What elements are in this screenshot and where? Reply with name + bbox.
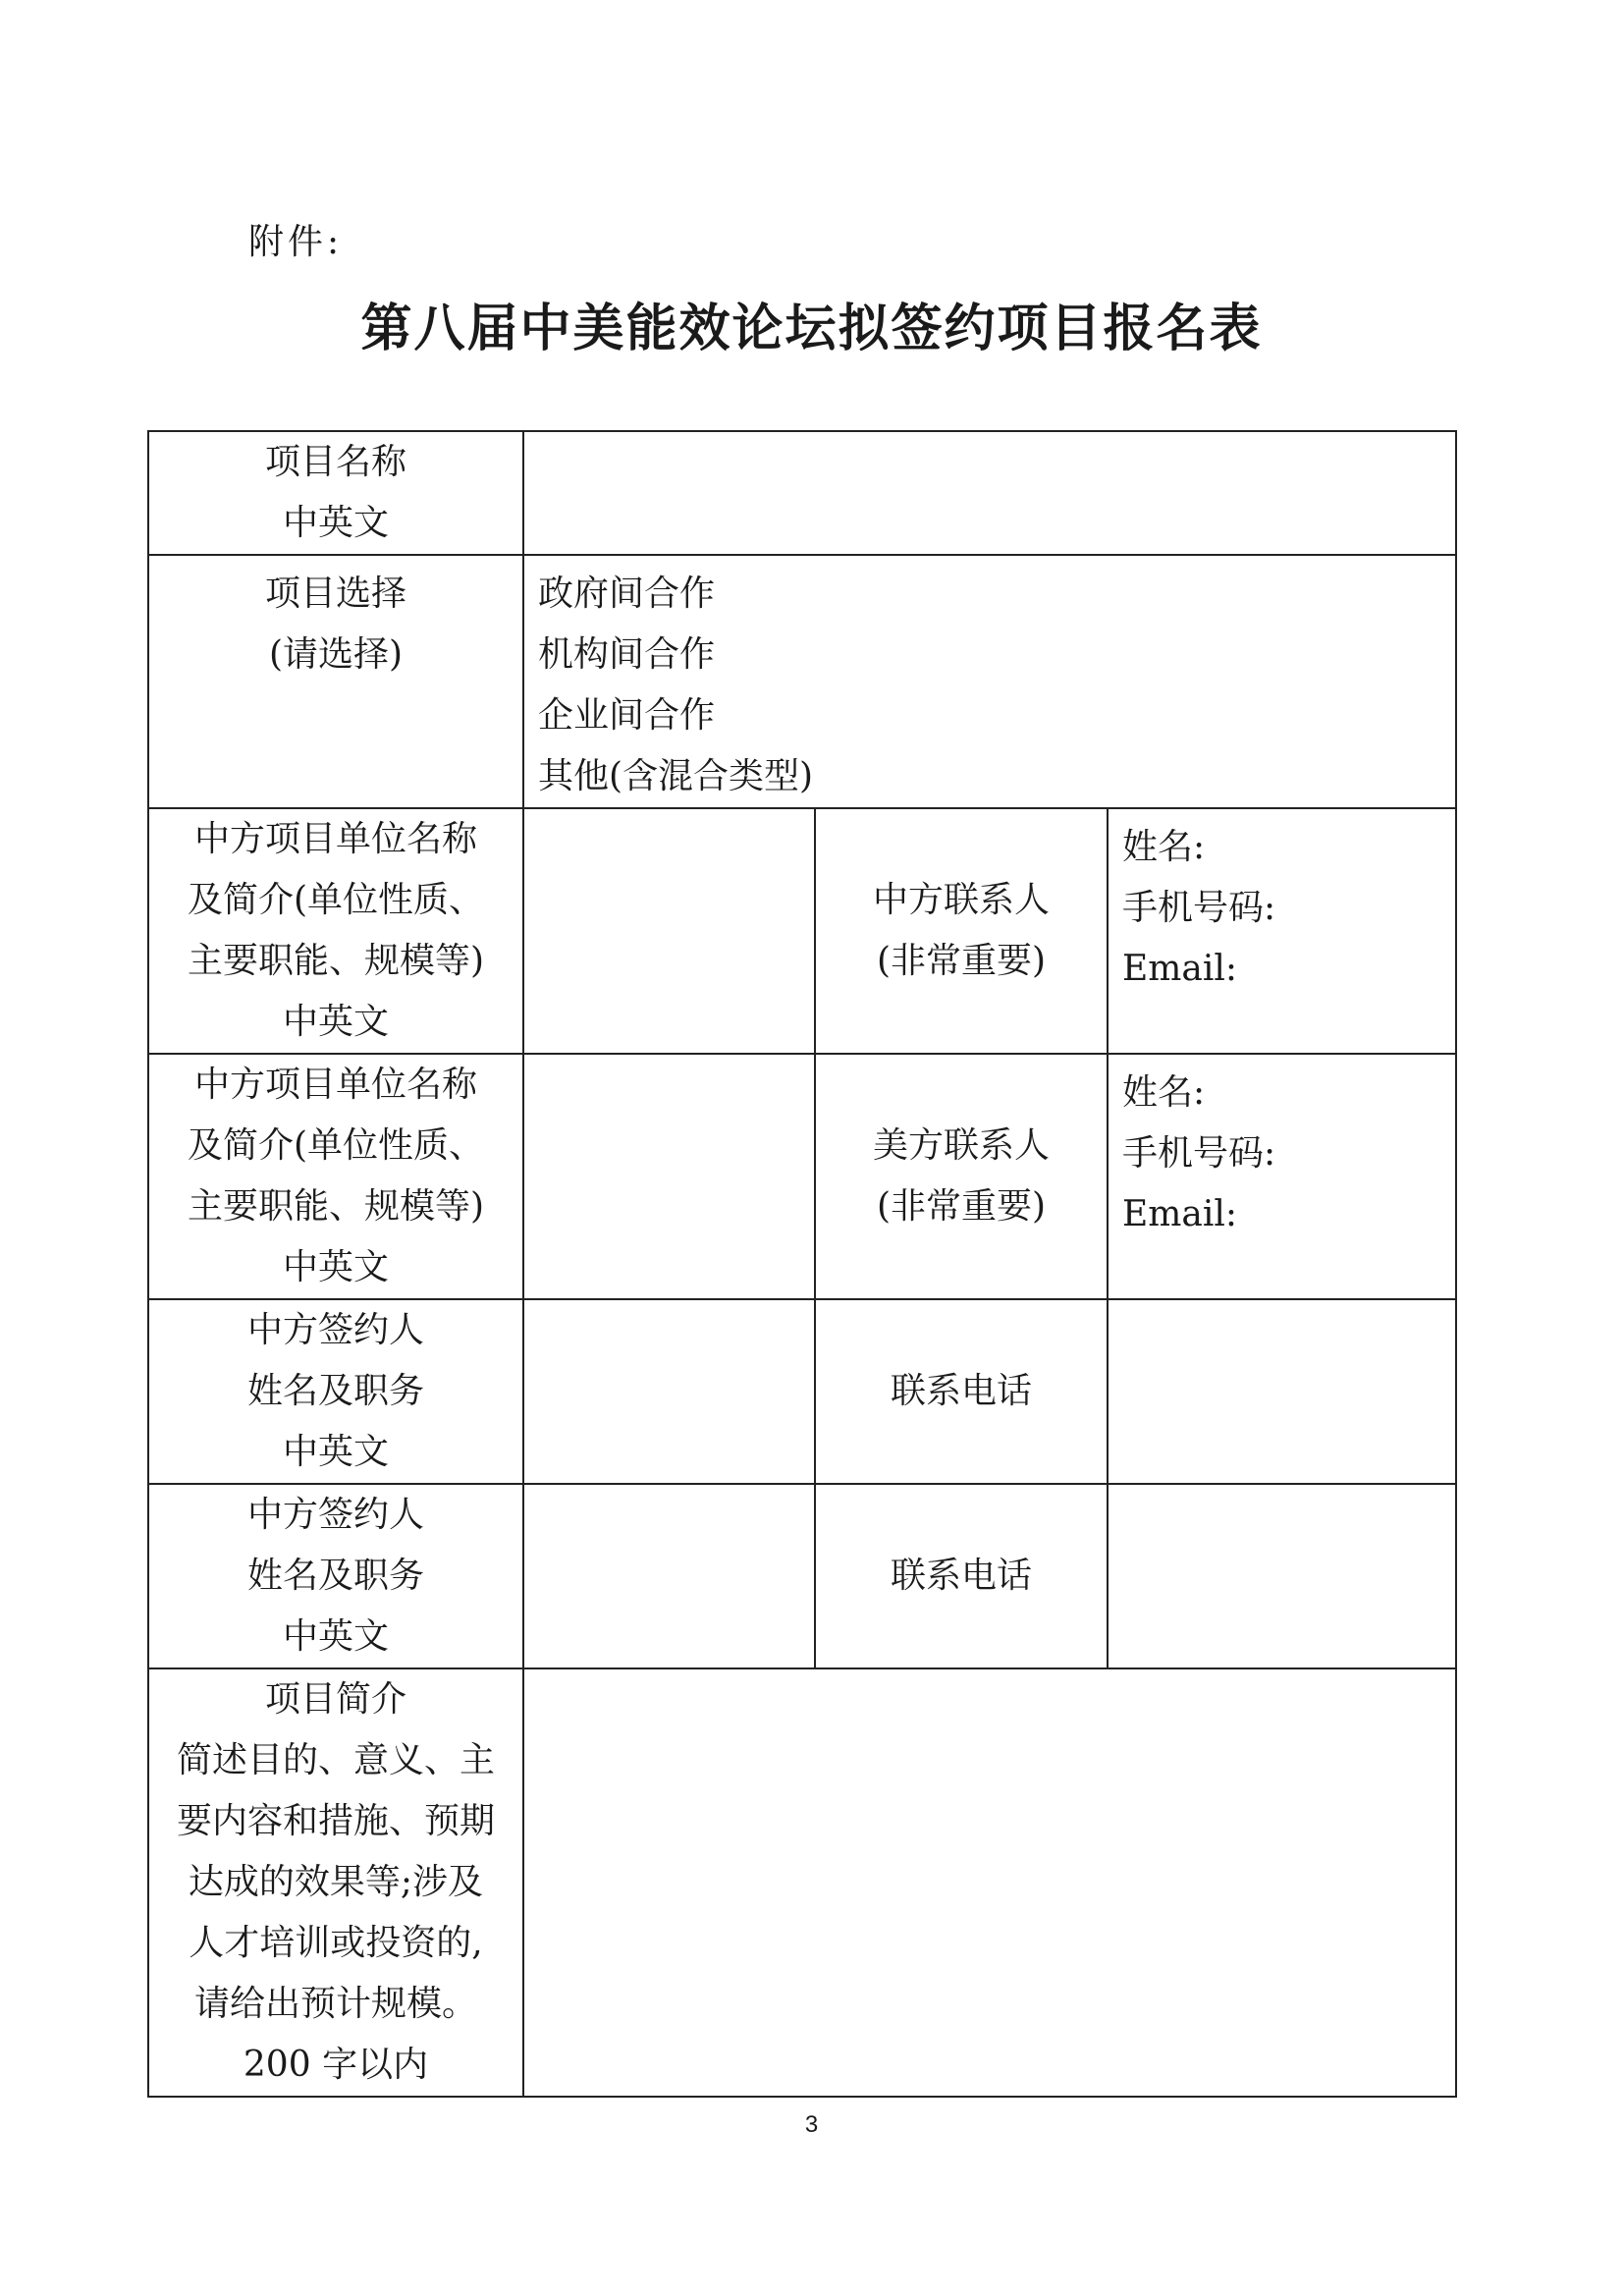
us-unit-field[interactable] <box>523 1054 815 1299</box>
cn-signer-1-label <box>148 1299 523 1484</box>
row-project-name <box>148 431 1456 555</box>
form-title: 第八届中美能效论坛拟签约项目报名表 <box>360 300 1263 358</box>
cn-signer-1-field[interactable] <box>523 1299 815 1484</box>
cn-contact-label <box>815 808 1108 1054</box>
label-line: 简述目的、意义、主 <box>176 1740 495 1780</box>
project-type-label <box>148 555 523 808</box>
row-cn-signer-1 <box>148 1299 1456 1484</box>
label-line: (非常重要) <box>876 1186 1047 1227</box>
contact-email-label: Email: <box>1122 949 1238 989</box>
cn-signer-2-phone-label: 联系电话 <box>815 1484 1108 1668</box>
label-line: 中方联系人 <box>872 880 1050 920</box>
us-contact-label <box>815 1054 1108 1299</box>
contact-name-label: 姓名: <box>1122 1072 1206 1113</box>
cn-unit-label <box>148 808 523 1054</box>
label-line: 人才培训或投资的, <box>189 1923 483 1963</box>
label-line: 请给出预计规模。 <box>193 1984 477 2024</box>
option-government[interactable]: 政府间合作 <box>538 574 716 614</box>
option-enterprise[interactable]: 企业间合作 <box>538 695 716 736</box>
row-cn-unit <box>148 808 1456 1054</box>
attachment-label: 附件: <box>248 222 344 262</box>
label-line: 中方项目单位名称 <box>193 819 477 859</box>
label-line: 美方联系人 <box>872 1125 1050 1166</box>
cn-signer-2-field[interactable] <box>523 1484 815 1668</box>
contact-email-label: Email: <box>1122 1194 1238 1234</box>
label-line: 达成的效果等;涉及 <box>188 1862 484 1902</box>
page-number: 3 <box>804 2111 819 2138</box>
label-line: 主要职能、规模等) <box>187 941 485 981</box>
label-line: 中英文 <box>282 1002 389 1042</box>
label-line: 及简介(单位性质、 <box>187 1125 485 1166</box>
label-line: (请选择) <box>268 634 404 675</box>
row-project-type <box>148 555 1456 808</box>
summary-label <box>148 1668 523 2097</box>
label-line: (非常重要) <box>876 941 1047 981</box>
label-line: 中英文 <box>282 1616 389 1657</box>
row-us-unit <box>148 1054 1456 1299</box>
label-line: 中方项目单位名称 <box>193 1065 477 1105</box>
label-line: 中英文 <box>282 503 389 543</box>
us-unit-label <box>148 1054 523 1299</box>
project-type-options <box>523 555 1456 808</box>
label-line: 项目名称 <box>264 442 406 482</box>
label-line: 项目简介 <box>264 1679 406 1720</box>
label-line: 中方签约人 <box>246 1495 424 1535</box>
project-name-field[interactable] <box>523 431 1456 555</box>
label-line: 姓名及职务 <box>246 1556 424 1596</box>
cn-signer-2-label <box>148 1484 523 1668</box>
cn-contact-fields[interactable] <box>1108 808 1456 1054</box>
label-line: 主要职能、规模等) <box>187 1186 485 1227</box>
label-line: 200 字以内 <box>243 2045 429 2085</box>
contact-phone-label: 手机号码: <box>1122 888 1276 928</box>
cn-signer-2-phone-field[interactable] <box>1108 1484 1456 1668</box>
label-line: 中英文 <box>282 1432 389 1472</box>
summary-field[interactable] <box>523 1668 1456 2097</box>
option-other[interactable]: 其他(含混合类型) <box>538 756 814 796</box>
label-line: 及简介(单位性质、 <box>187 880 485 920</box>
cn-signer-1-phone-field[interactable] <box>1108 1299 1456 1484</box>
label-line: 项目选择 <box>264 574 406 614</box>
cn-unit-field[interactable] <box>523 808 815 1054</box>
contact-name-label: 姓名: <box>1122 827 1206 867</box>
us-contact-fields[interactable] <box>1108 1054 1456 1299</box>
contact-phone-label: 手机号码: <box>1122 1133 1276 1174</box>
option-institution[interactable]: 机构间合作 <box>538 634 716 675</box>
cn-signer-1-phone-label: 联系电话 <box>815 1299 1108 1484</box>
project-name-label <box>148 431 523 555</box>
registration-form-table <box>147 430 1457 2098</box>
label-line: 中英文 <box>282 1247 389 1287</box>
label-line: 要内容和措施、预期 <box>176 1801 495 1841</box>
label-line: 姓名及职务 <box>246 1371 424 1411</box>
row-summary <box>148 1668 1456 2097</box>
row-cn-signer-2 <box>148 1484 1456 1668</box>
label-line: 中方签约人 <box>246 1310 424 1350</box>
